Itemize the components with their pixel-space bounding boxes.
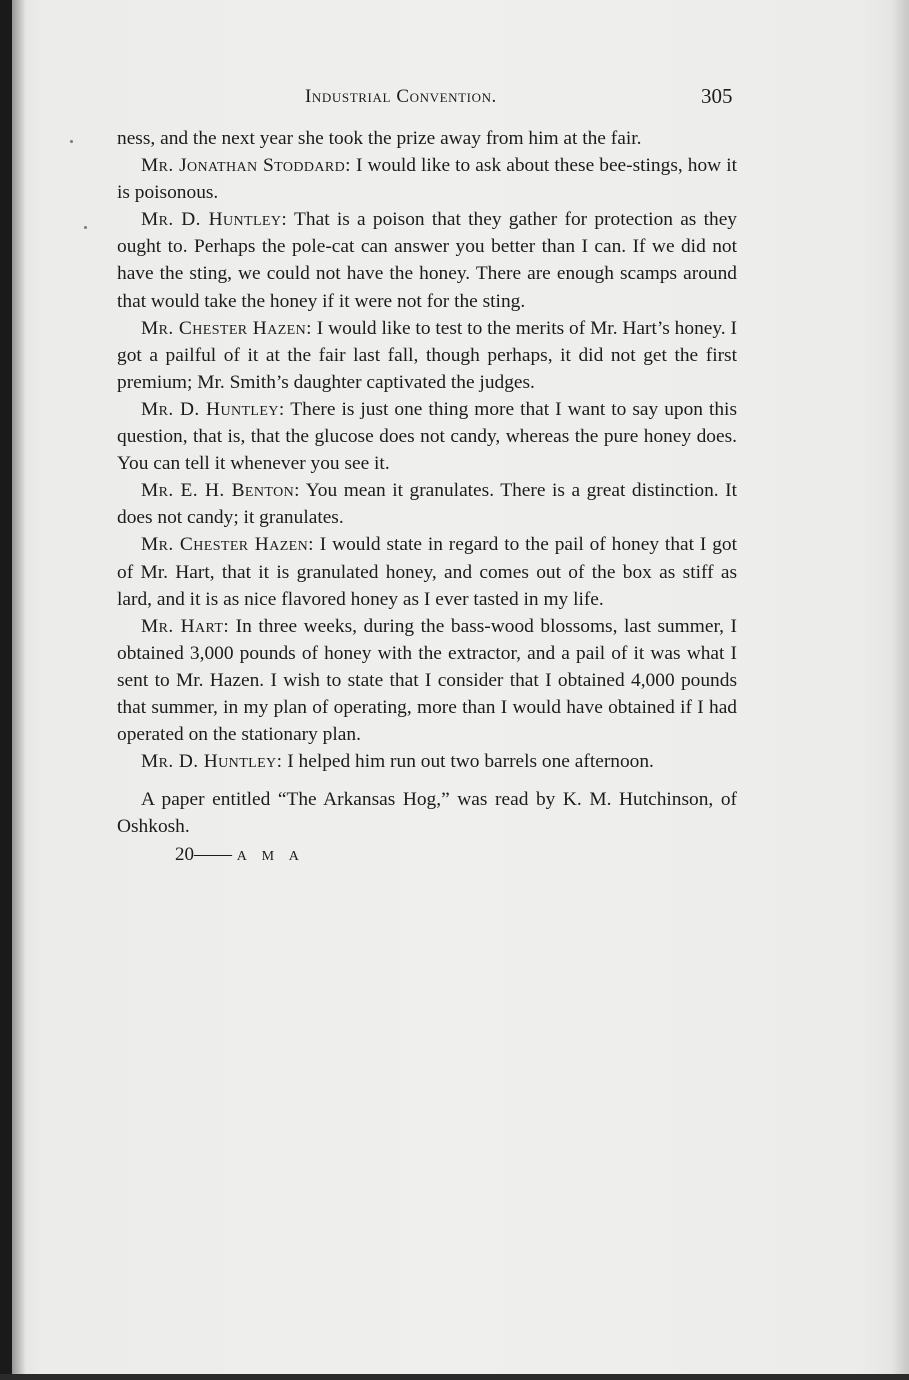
speaker-name: Mr. Jonathan Stoddard: [141,155,351,177]
speaker-name: Mr. E. H. Benton: [141,480,300,502]
speaker-name: Mr. D. Huntley: [141,209,288,231]
speaker-name: Mr. Chester Hazen: [141,534,314,556]
signature-number: 20 [175,844,194,866]
paper-speck [84,226,87,229]
speaker-name: Mr. Hart: [141,615,230,637]
paragraph [117,748,737,775]
speaker-name: Mr. D. Huntley: [141,398,285,420]
speaker-name: Mr. D. Huntley: [141,751,283,773]
body-text [117,125,737,872]
paragraph-text: ness, and the next year she took the prize away from him at the fair. [117,128,642,149]
paragraph-text: In three weeks, during the bass-wood blossoms, last summer, I obtained 3,000 pounds of honey with the extractor, and a pail of it was what I sent to Mr. Hazen. I wish to state that I consider that I obtained 4,000 pounds that summer, in my plan of operating, more than I would have obtained if I had operated on the stationary plan. [117,615,737,746]
paragraph-text: That is a poison that they gather for protection as they ought to. Perhaps the pole-cat can answer you better than I can. If we did not have the sting, we could not have the honey. There are enough scamps around that would take the honey if it were not for the sting. [117,209,737,312]
page-bottom-edge [0,1374,909,1380]
signature-dash: —— [194,844,232,866]
paragraph-text: I would like to ask about these bee-stings, how it is poisonous. [117,155,737,204]
running-head-title: Industrial Convention. [305,86,497,107]
running-head [0,86,909,116]
paragraph [117,531,737,612]
paragraph-text: I would like to test to the merits of Mr. Hart’s honey. I got a pailful of it at the fair last fall, though perhaps, it did not get the first premium; Mr. Smith’s daughter captivated the judges. [117,317,737,393]
book-spine-edge [0,0,12,1380]
signature-letters: A M A [236,849,305,865]
paper-speck [70,140,73,143]
paragraph [117,315,737,396]
gutter-shadow [12,0,26,1380]
paragraph-text: There is just one thing more that I want to say upon this question, that is, that the glucose does not candy, whereas the pure honey does. You can tell it whenever you see it. [117,398,737,475]
closing-paragraph: A paper entitled “The Arkansas Hog,” was read by K. M. Hutchinson, of Oshkosh. [117,789,737,838]
paragraph-text: I would state in regard to the pail of honey that I got of Mr. Hart, that it is granulated honey, and comes out of the box as stiff as lard, and it is as nice flavored honey as I ever tasted in my life. [117,534,737,610]
page-number: 305 [701,84,733,108]
paragraph [117,125,737,152]
paragraph [117,152,737,206]
page-right-edge [891,0,909,1380]
paragraph-text: You mean it granulates. There is a great distinction. It does not candy; it granulates. [117,480,737,529]
signature-mark [117,840,737,872]
speaker-name: Mr. Chester Hazen: [141,317,312,339]
paragraph [117,206,737,314]
section-gap [117,775,737,786]
paragraph [117,613,737,748]
paragraph [117,477,737,531]
paragraph-text: I helped him run out two barrels one afternoon. [282,751,654,773]
paragraph [117,396,737,477]
